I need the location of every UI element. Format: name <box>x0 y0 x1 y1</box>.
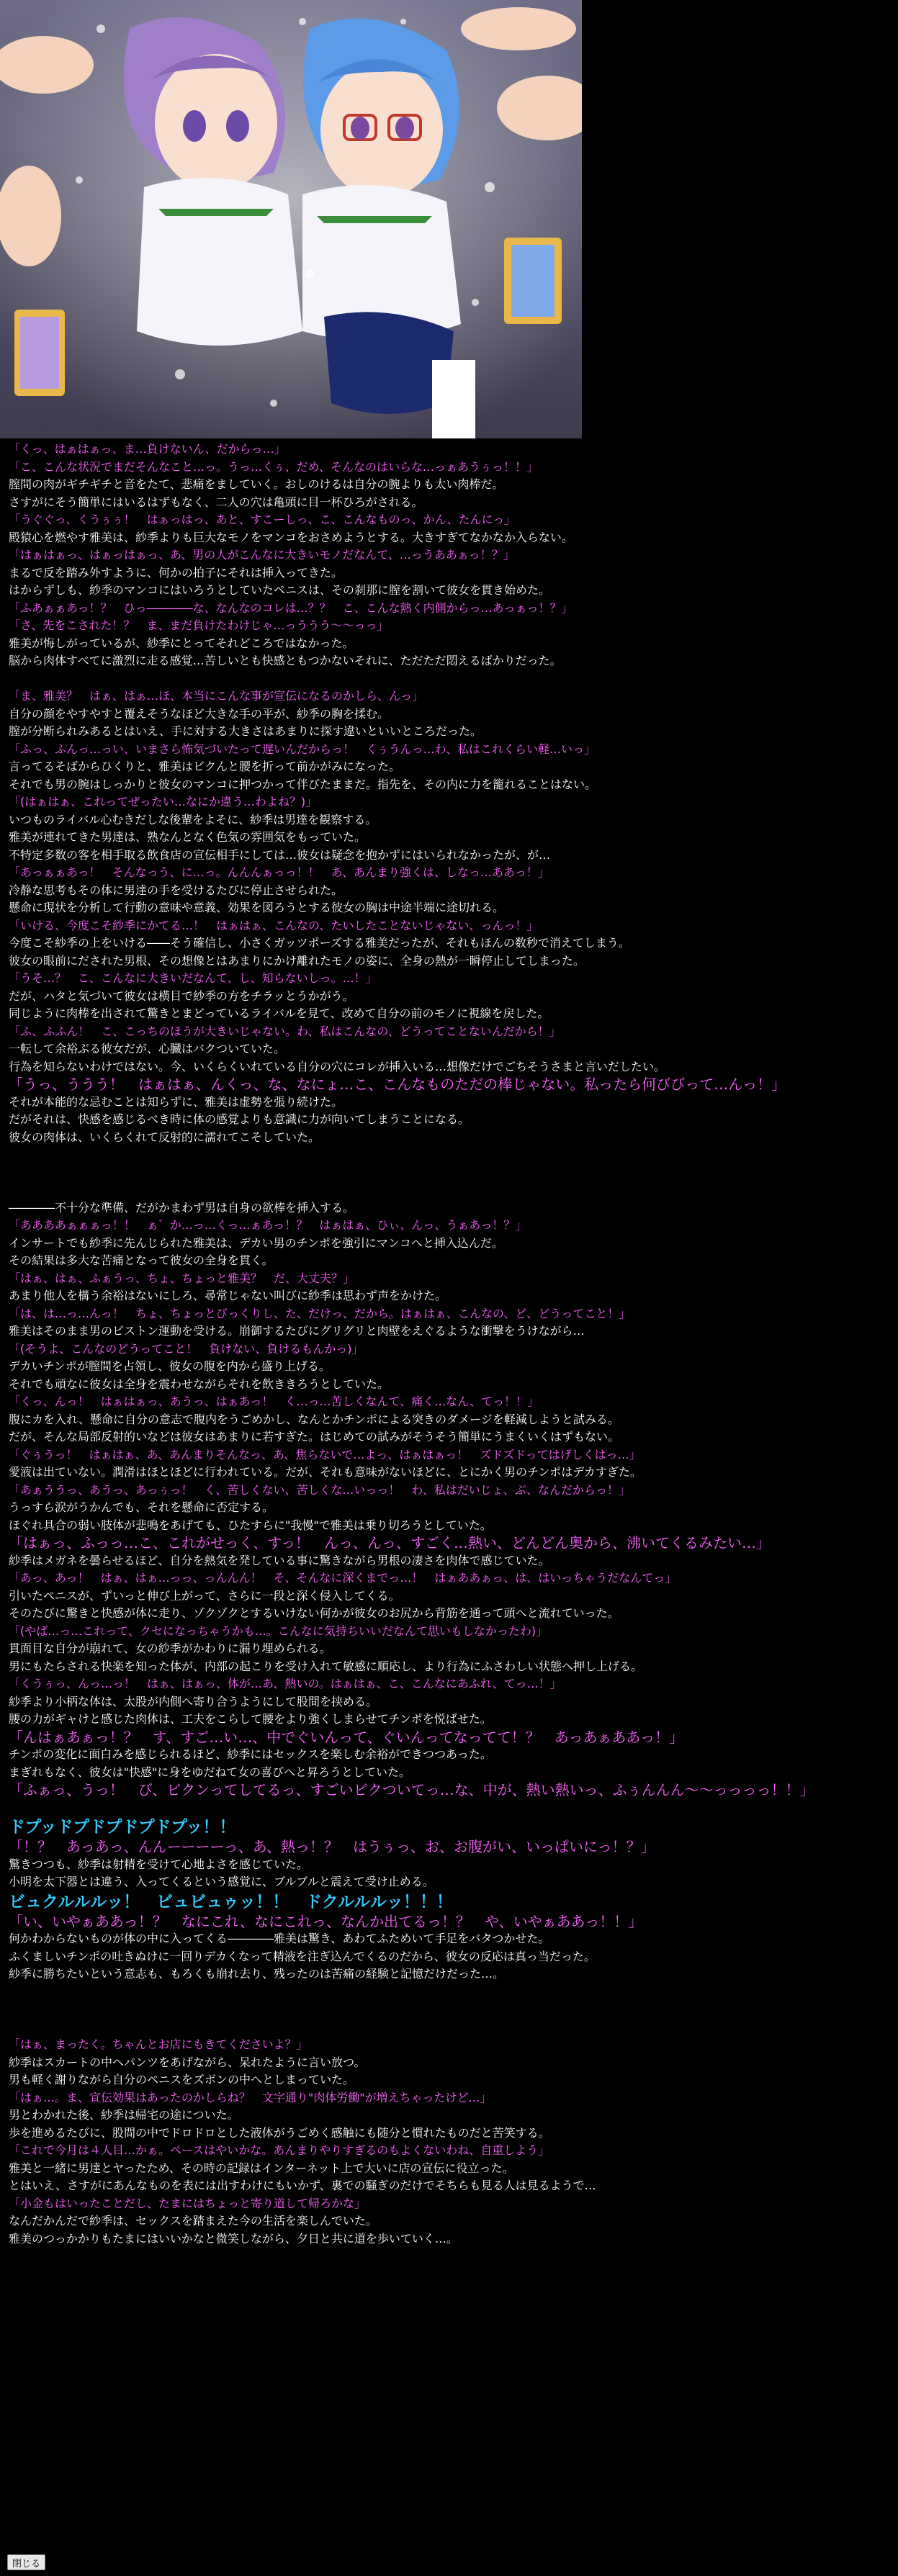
narration-line: デカいチンポが膣間を占領し、彼女の腹を内から盛り上げる。 <box>9 1359 331 1373</box>
dialogue-line: 「はぁはぁっ、はぁっはぁっ、あ、男の人がこんなに大きいモノだなんて、…っうああぁっ！？」 <box>9 548 515 562</box>
narration-line: はからずしも、紗季のマンコにはいろうとしていたペニスは、その刹那に膣を割いて彼女を貫き始めた。 <box>9 583 551 597</box>
narration-line: ほぐれ具合の弱い肢体が悲鳴をあげても、ひたすらに"我慢"で雅美は乗り切ろうとしていた。 <box>9 1518 492 1532</box>
paragraph-gap <box>9 1181 891 1199</box>
narration-line: だが、ハタと気づいて彼女は横目で紗季の方をチラッとうかがう。 <box>9 988 354 1003</box>
dialogue-line: 「はぁっ、ふっっ…こ、これがせっく、すっ！ んっ、んっ、すごく…熱い、どんどん奥から、沸いてくるみたい…」 <box>9 1534 771 1552</box>
narration-line: 雅美のつっかかりもたまにはいいかなと微笑しながら、夕日と共に道を歩いていく…。 <box>9 2231 458 2246</box>
narration-line: その結果は多大な苦痛となって彼女の全身を貫く。 <box>9 1253 274 1267</box>
narration-line: 膣間の肉がギチギチと音をたて、悲痛をましていく。おしのけるは自分の腕よりも太い肉棒だ。 <box>9 477 504 491</box>
story-text <box>9 441 891 2248</box>
paragraph-gap <box>9 1799 891 1817</box>
dialogue-line: 「ふ、ふふん！ こ、こっちのほうが大きいじゃない。わ、私はこんなの、どうってことないんだから！」 <box>9 1024 561 1038</box>
narration-line: 男も軽く謝りながら自分のペニスをズボンの中へとしまっていた。 <box>9 2073 355 2086</box>
narration-line: 殿猿心を燃やす雅美は、紗季よりも巨大なモノをマンコをおさめようとする。大きすぎてなかなか入らない。 <box>9 530 573 544</box>
narration-line: 引いたペニスが、ずいっと伸び上がって、さらに一段と深く侵入してくる。 <box>9 1588 400 1603</box>
narration-line: 彼女の眼前にだされた男根、その想像とはあまりにかけ離れたモノの姿に、全身の熱が一瞬停止してしまった。 <box>9 953 585 968</box>
narration-line: 同じように肉棒を出されて驚きとまどっているライバルを見て、改めて自分の前のモノに視線を戻した。 <box>9 1006 549 1020</box>
dialogue-line: 「(はぁはぁ、これってぜったい…なにか違う…わよね？)」 <box>9 795 318 809</box>
narration-line: 自分の顔をやすやすと覆えそうなほど大きな手の平が、紗季の胸を揉む。 <box>9 706 390 721</box>
narration-line: 紗季に勝ちたいという意志も、もろくも崩れ去り、残ったのは苦痛の経験と記憶だけだった…。 <box>9 1967 505 1981</box>
narration-line: それが本能的な忌むことは知らずに、雅美は虚勢を張り続けた。 <box>9 1094 344 1109</box>
narration-line: まぎれもなく、彼女は"快感"に身をゆだねて女の喜びへと昇ろうとしていた。 <box>9 1765 410 1779</box>
dialogue-line: 「さ、先をこされた！？ ま、まだ負けたわけじゃ…っううう～～っっ」 <box>9 618 389 632</box>
narration-line: 不特定多数の客を相手取る飲食店の宣伝相手にしては…彼女は疑念を抱かずにはいられなかったが、が… <box>9 847 551 862</box>
narration-line: それでも男の腕はしっかりと彼女のマンコに押つかって伴びたままだ。指先を、その内に力を籠れることはない。 <box>9 777 597 791</box>
narration-line: 貫面目な自分が崩れて、女の紗季がかわりに漏り埋められる。 <box>9 1641 331 1655</box>
paragraph-gap <box>9 2001 891 2019</box>
narration-line: 愛液は出ていない。潤滑はほとほどに行われている。だが、それも意味がないほどに、とにかく男のチンポはデカすぎた。 <box>9 1465 642 1479</box>
narration-line: それでも頑なに彼女は全身を震わせながらそれを飲ききろうとしていた。 <box>9 1377 390 1391</box>
narration-line: 紗季より小柄な体は、太股が内側へ寄り合うようにして股間を挟める。 <box>9 1694 378 1708</box>
narration-line: 小明を太下器とは違う、入ってくるという感覚に、ブルブルと震えて受け止める。 <box>9 1875 434 1888</box>
narration-line: 行為を知らないわけではない。今、いくらくいれている自分の穴にコレが挿入いる…想像だけでごちそうさまと言いだしたい。 <box>9 1059 666 1073</box>
sound-effect-line: ドプッドプドプドプドプッ！！ <box>9 1818 236 1837</box>
narration-line: いつものライバル心むきだしな後輩をよそに、紗季は男達を観察する。 <box>9 812 377 827</box>
dialogue-line: 「あっぁぁあっ！ そんなっう、に…っ。んんんぁっっ！！ あ、あんまり強くは、しなっ…ああっ！」 <box>9 865 549 879</box>
dialogue-line: 「(やば…っ…これって、クセになっちゃうかも…。こんなに気持ちいいだなんて思いもしなかったわ)」 <box>9 1623 548 1638</box>
close-button[interactable]: 閉じる <box>7 2554 45 2570</box>
dialogue-line: 「ふあぁぁあっ！？ ひっ――――な、なんなのコレは…？？ こ、こんな熱く内側からっ…あっぁっ！？」 <box>9 600 573 615</box>
narration-line: さすがにそう簡単にはいるはずもなく、二人の穴は亀頭に目一杯ひろがされる。 <box>9 495 423 509</box>
narration-line: インサートでも紗季に先んじられた雅美は、デカい男のチンポを強引にマンコへと挿入込んだ。 <box>9 1235 503 1250</box>
narration-line: 懸命に現状を分析して行動の意味や意義、効果を図ろうとする彼女の胸は中途半端に途切れる。 <box>9 901 505 914</box>
narration-line: 言ってるそばからひくりと、雅美はビクんと腰を折って前かがみになった。 <box>9 760 401 773</box>
dialogue-line: 「ああああぁぁぁっ！！ ぁ゛か…っ…くっ…ぁあっ！？ はぁはぁ、ひぃ、んっ、うぁあっ！？」 <box>9 1218 527 1232</box>
dialogue-line: 「うっ、ううう！ はぁはぁ、んくっ、な、なにょ…こ、こんなものただの棒じゃない。私ったら何びびって…んっ！」 <box>9 1076 786 1093</box>
narration-line: うっすら涙がうかんでも、それを懸命に否定する。 <box>9 1500 274 1514</box>
dialogue-line: 「は、は…っ…んっ！ ちょ、ちょっとびっくりし、た、だけっ、だから。はぁはぁ、こんなの、ど、どうってこと！」 <box>9 1306 631 1320</box>
narration-line: ――――不十分な準備、だがかまわず男は自身の欲棒を挿入する。 <box>9 1200 355 1215</box>
dialogue-line: 「くっ、んっ！ はぁはぁっ、あうっ、はぁあっ！ く…っ…苦しくなんて、痛く…なん、てっ！！」 <box>9 1395 539 1408</box>
dialogue-line: 「うそ…？ こ、こんなに大きいだなんて、し、知らないしっ。…！」 <box>9 971 377 985</box>
dialogue-line: 「はぁ、はぁ、ふぁうっ、ちょ、ちょっと雅美？ だ、大丈夫？」 <box>9 1271 355 1285</box>
narration-line: あまり他人を構う余裕はないにしろ、尋常じゃない叫びに紗季は思わず声をかけた。 <box>9 1289 447 1302</box>
narration-line: ふくましいチンポの吐きぬけに一回りデカくなって精液を注ぎ込んでくるのだから、彼女の反応は真っ当だった。 <box>9 1949 596 1963</box>
narration-line: 彼女の肉体は、いくらくれて反射的に濡れてこそしていた。 <box>9 1130 320 1144</box>
narration-line: だが、そんな局部反射的いなどは彼女はあまりに若すぎた。はじめての試みがそうそう簡単にうまくいくはずもない。 <box>9 1430 620 1444</box>
dialogue-line: 「うぐぐっ、くうぅぅ！ はぁっはっ、あと、すこーしっ、こ、こんなものっ、かん、たんにっ」 <box>9 513 516 526</box>
dialogue-line: 「あぁううっ、あうっ、あっぅっ！ く、苦しくない、苦しくな…いっっ！ わ、私はだいじょ、ぶ、なんだからっ！」 <box>9 1482 631 1497</box>
dialogue-line: 「いける、今度こそ紗季にかてる…！ はぁはぁ、こんなの、たいしたことないじゃない、っんっ！」 <box>9 918 539 932</box>
dialogue-line: 「小金もはいったことだし、たまにはちょっと寄り道して帰ろかな」 <box>9 2196 367 2210</box>
narration-line: 雅美と一緒に男達とヤったため、その時の記録はインターネット上で大いに店の宣伝に役立った。 <box>9 2161 514 2175</box>
paragraph-gap <box>9 1164 891 1182</box>
narration-line: 男にもたらされる快楽を知った体が、内部の起こりを受け入れて敏感に順応し、より行為にふさわしい状態へ押し上げる。 <box>9 1659 643 1673</box>
narration-line: 雅美が連れてきた男達は、熟なんとなく色気の雰囲気をもっていた。 <box>9 830 367 844</box>
dialogue-line: 「くうぅっ、んっ…っ！ はぁ、はぁっ、体が…あ、熱いの。はぁはぁ、こ、こんなにあふれ、てっ…！」 <box>9 1677 562 1690</box>
dialogue-line: 「ま、雅美？ はぁ、はぁ…ほ、本当にこんな事が宣伝になるのかしら、んっ」 <box>9 689 424 703</box>
paragraph-gap <box>9 1983 891 2001</box>
narration-line: 一転して余裕ぶる彼女だが、心臓はバクついていた。 <box>9 1042 286 1055</box>
narration-line: 歩を進めるたびに、股間の中でドロドロとした液体がうごめく感触にも随分と慣れたものだと苦笑する。 <box>9 2125 550 2140</box>
sound-effect-line: ビュクルルルッ！ ビュビュゥッ！！ ドクルルルッ！！！ <box>9 1892 453 1911</box>
narration-line: まるで反を踏み外すように、何かの拍子にそれは挿入ってきた。 <box>9 565 343 580</box>
dialogue-line: 「(そうよ、こんなのどうってこと！ 負けない、負けるもんかっ)」 <box>9 1341 364 1356</box>
narration-line: 腰の力がギャけと感じた肉体は、工夫をこらして腰をより強くしまらせてチンポを悦ばせた。 <box>9 1712 492 1726</box>
narration-line: 脳から肉体すべてに激烈に走る感覚…苦しいとも快感ともつかないそれに、ただただ悶えるばかりだった。 <box>9 654 562 667</box>
dialogue-line: 「！？ あっあっ、んんーーーーっ、あ、熱っ！？ はうぅっ、お、お腹がい、いっぱいにっ！？」 <box>9 1838 655 1855</box>
dialogue-line: 「あっ、あっ！ はぁ、はぁ…っっ、っんんん！ そ、そんなに深くまでっ…！ はぁああぁっ、は、はいっちゃうだなんてっ」 <box>9 1571 677 1585</box>
narration-line: そのたびに驚きと快感が体に走り、ゾクゾクとするいけない何かが彼女のお尻から背筋を通って頭へと流れていった。 <box>9 1606 619 1620</box>
dialogue-line: 「ふっ、ふんっ…っい、いまさら怖気づいたって遅いんだからっ！ くぅうんっ…わ、私はこれくらい軽…いっ」 <box>9 742 596 756</box>
narration-line: 紗季はメガネを曇らせるほど、自分を熱気を発している事に驚きながら男根の凄さを肉体で感じていた。 <box>9 1553 550 1567</box>
narration-line: 膣が分断られみあるとはいえ、手に対する大きさはあまりに探す違いといいところだった。 <box>9 724 482 738</box>
narration-line: 雅美が悔しがっているが、紗季にとってそれどころではなかった。 <box>9 636 354 650</box>
dialogue-line: 「ふぁっ、うっ！ び、ビクンってしてるっ、すごいビクついてっ…な、中が、熱い熱いっ、ふぅんんん～～っっっっ！！」 <box>9 1781 814 1798</box>
dialogue-line: 「こ、こんな状況でまだそんなこと…っ。うっ…くぅ、だめ、そんなのはいらな…っぁあうぅっ！！」 <box>9 459 539 474</box>
narration-line: 紗季はスカートの中へパンツをあげながら、呆れたように言い放つ。 <box>9 2055 366 2069</box>
narration-line: 何かわからないものが体の中に入ってくる――――雅美は驚き、あわてふためいて手足をバタつかせた。 <box>9 1932 550 1945</box>
dialogue-line: 「これで今月は４人目…かぁ。ペースはやいかな。あんまりやりすぎるのもよくないわね、自重しよう」 <box>9 2143 550 2157</box>
paragraph-gap <box>9 1146 891 1164</box>
narration-line: とはいえ、さすがにあんなものを表には出すわけにもいかず、裏での騒ぎのだけでそちらも見る人は見るようで… <box>9 2179 596 2192</box>
dialogue-line: 「い、いやぁああっ！？ なにこれ、なにこれっ、なんか出てるっ！？ や、いやぁああっ！！」 <box>9 1912 643 1930</box>
narration-line: チンポの変化に面白みを感じられるほど、紗季にはセックスを楽しむ余裕ができつつあった。 <box>9 1747 492 1761</box>
dialogue-line: 「くっ、はぁはぁっ、ま…負けないん、だからっ…」 <box>9 442 286 456</box>
narration-line: 冷静な思考もその体に男達の手を受けるたびに停止させられた。 <box>9 883 344 897</box>
dialogue-line: 「んはぁあぁっ！？ す、すご…い…、中でぐいんって、ぐいんってなってて！？ あっあぁああっ！」 <box>9 1728 684 1746</box>
narration-line: 驚きつつも、紗季は射精を受けて心地よさを感じていた。 <box>9 1857 309 1871</box>
paragraph-gap <box>9 2019 891 2037</box>
narration-line: 腹にカを入れ、懸命に自分の意志で腹内をうごめかし、なんとかチンポによる突きのダメージを軽減しようと試みる。 <box>9 1412 619 1426</box>
illustration-image <box>0 0 582 438</box>
paragraph-gap <box>9 670 891 688</box>
narration-line: 雅美はそのまま男のピストン運動を受ける。崩御するたびにグリグリと肉壁をえぐるような衝撃をうけながら… <box>9 1324 585 1338</box>
narration-line: だがそれは、快感を感じるべき時に体の感覚よりも意識に力が向いてしまうことになる。 <box>9 1112 470 1126</box>
dialogue-line: 「はぁ、まったく。ちゃんとお店にもきてくださいよ？」 <box>9 2037 308 2051</box>
narration-line: 男とわかれた後、紗季は帰宅の途についた。 <box>9 2108 239 2122</box>
narration-line: なんだかんだで紗季は、セックスを踏まえた今の生活を楽しんでいた。 <box>9 2214 377 2228</box>
dialogue-line: 「はぁ…。ま、宣伝効果はあったのかしらね？ 文字通り"肉体労働"が増えちゃったけど…」 <box>9 2090 492 2104</box>
dialogue-line: 「ぐぅうっ！ はぁはぁ、あ、あんまりそんなっ、あ、焦らないで…よっ、はぁはぁっ！ ズドズドってはげしくはっ…」 <box>9 1447 641 1462</box>
narration-line: 今度こそ紗季の上をいける――そう確信し、小さくガッツポーズする雅美だったが、それもほんの数秒で消えてしまう。 <box>9 936 630 950</box>
